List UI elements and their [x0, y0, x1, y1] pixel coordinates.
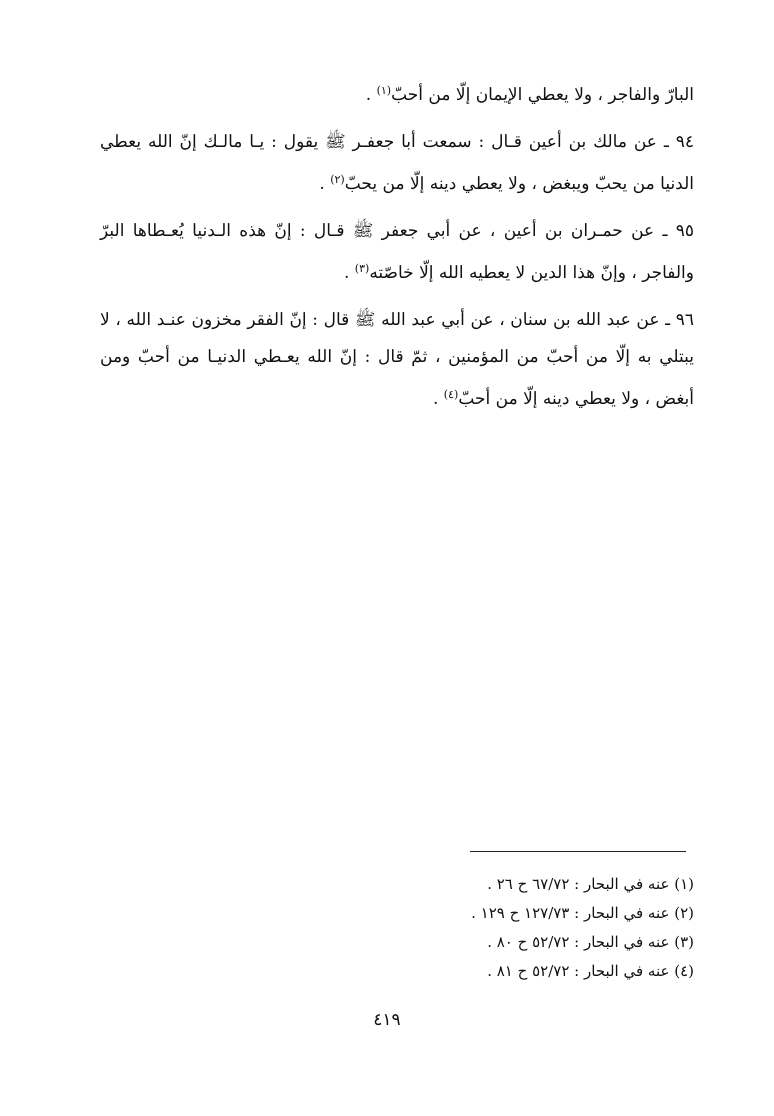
paragraph-tail: . [319, 174, 331, 194]
paragraph-text: ٩٥ ـ عن حمـران بن أعين ، عن أبي جعفر ﷺ قـال : إنّ هذه الـدنيا يُعـطاها البرّ والفاجر ، وإنّ هذا الدين لا يعطيه الله إلّا خاصّته [100, 221, 694, 283]
footnote-1: (١) عنه في البحار : ٦٧/٧٢ ح ٢٦ . [487, 875, 694, 893]
paragraph-text: ٩٦ ـ عن عبد الله بن سنان ، عن أبي عبد الله ﷺ قال : إنّ الفقر مخزون عنـد الله ، لا يبتلي به إلّا من أحبّ من المؤمنين ، ثمّ قال : إنّ الله يعـطي الدنيـا من أحبّ ومن أبغض ، ولا يعطي دينه إلّا من أحبّ [100, 310, 694, 409]
footnote-reference: (٢) [330, 173, 345, 186]
paragraph-95 [100, 213, 694, 292]
paragraph-96 [100, 302, 694, 418]
main-text [100, 72, 694, 428]
paragraph-intro [100, 72, 694, 114]
footnotes [300, 870, 694, 986]
footnote-divider [470, 851, 686, 852]
paragraph-tail: . [365, 85, 377, 105]
footnote-4: (٤) عنه في البحار : ٥٢/٧٢ ح ٨١ . [487, 962, 694, 980]
footnote-reference: (٤) [443, 388, 459, 401]
paragraph-text: ٩٤ ـ عن مالك بن أعين قـال : سمعت أبا جعفـر ﷺ يقول : يـا مالـك إنّ الله يعطي الدنيا من يحبّ ويبغض ، ولا يعطي دينه إلّا من يحبّ [100, 132, 694, 194]
footnote-2: (٢) عنه في البحار : ١٢٧/٧٣ ح ١٢٩ . [471, 904, 694, 922]
paragraph-tail: . [432, 389, 444, 409]
page-number: ٤١٩ [373, 1010, 401, 1030]
paragraph-text: البارّ والفاجر ، ولا يعطي الإيمان إلّا من أحبّ [391, 85, 694, 105]
footnote-reference: (١) [376, 84, 392, 97]
footnote-reference: (٣) [354, 262, 370, 275]
footnote-3: (٣) عنه في البحار : ٥٢/٧٢ ح ٨٠ . [487, 933, 694, 951]
paragraph-tail: . [343, 263, 355, 283]
paragraph-94 [100, 124, 694, 203]
